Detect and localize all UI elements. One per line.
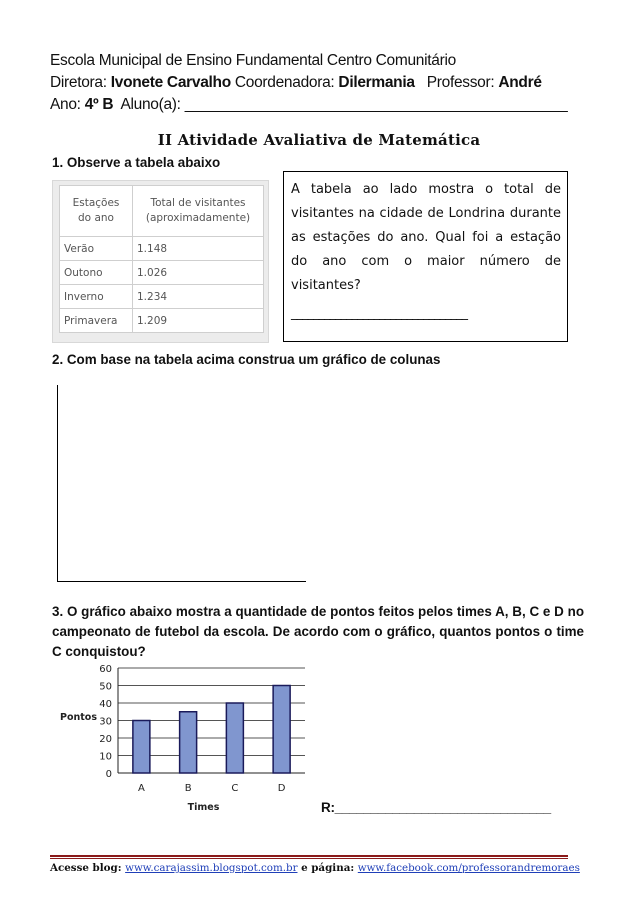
y-tick-label: 40: [99, 699, 112, 710]
student-line: Ano: 4º B Aluno(a): ______________________________________________: [50, 96, 568, 113]
question-1-prompt: A tabela ao lado mostra o total de visitantes na cidade de Londrina durante as estações do ano. Qual foi a estação do ano com o maior número de visitantes?: [291, 182, 561, 293]
points-bar-chart: [50, 660, 320, 820]
table-row: Inverno 1.234: [60, 285, 264, 309]
x-tick-label: A: [137, 783, 145, 794]
staff-line: Diretora: Ivonete Carvalho Coordenadora: Dilermania Professor: André: [50, 74, 542, 91]
table-row: Primavera 1.209: [60, 309, 264, 333]
question-1-answer-line[interactable]: ________________________________: [291, 306, 467, 321]
footer: Acesse blog: www.carajassim.blogspot.com.br e página: www.facebook.com/professorandremoraes: [50, 862, 580, 874]
y-tick-label: 60: [99, 664, 112, 675]
y-axis-label: Pontos: [60, 712, 97, 723]
y-tick-label: 20: [99, 734, 112, 745]
bar-b: [180, 712, 197, 773]
y-tick-label: 0: [105, 769, 112, 780]
question-1-box: [283, 171, 568, 342]
table-header-total: Total de visitantes (aproximadamente): [133, 186, 264, 237]
column-chart-drawing-area[interactable]: [57, 385, 306, 582]
table-header-season: Estações do ano: [60, 186, 133, 237]
blog-link[interactable]: www.carajassim.blogspot.com.br: [125, 862, 298, 874]
y-tick-label: 50: [99, 681, 112, 693]
bar-d: [273, 686, 290, 774]
footer-divider: [50, 855, 568, 857]
x-tick-label: D: [277, 783, 286, 794]
table-row: Outono 1.026: [60, 261, 264, 285]
x-axis-label: Times: [187, 802, 220, 813]
question-1: 1. Observe a tabela abaixo: [52, 155, 221, 170]
student-name-field[interactable]: ______________________________________________: [184, 96, 568, 113]
x-tick-label: C: [231, 783, 239, 794]
x-tick-label: B: [184, 783, 192, 794]
table-row: Verão 1.148: [60, 237, 264, 261]
question-3: 3. O gráfico abaixo mostra a quantidade de pontos feitos pelos times A, B, C e D no campeonato de futebol da escola. De acordo com o gráfico, quantos pontos o time C conquistou?: [52, 604, 584, 659]
bar-c: [226, 703, 243, 773]
question-2: 2. Com base na tabela acima construa um gráfico de colunas: [52, 352, 441, 367]
footer-divider-thin: [50, 858, 568, 859]
y-tick-label: 10: [99, 751, 112, 763]
visitors-table: [59, 185, 264, 333]
bar-a: [133, 721, 150, 774]
question-3-answer-line[interactable]: R:______________________________: [321, 800, 551, 815]
visitors-table-image: [52, 180, 269, 343]
page-title: II Atividade Avaliativa de Matemática: [157, 131, 481, 149]
facebook-link[interactable]: www.facebook.com/professorandremoraes: [357, 862, 580, 874]
y-tick-label: 30: [99, 716, 112, 728]
school-name: Escola Municipal de Ensino Fundamental Centro Comunitário: [50, 52, 456, 69]
